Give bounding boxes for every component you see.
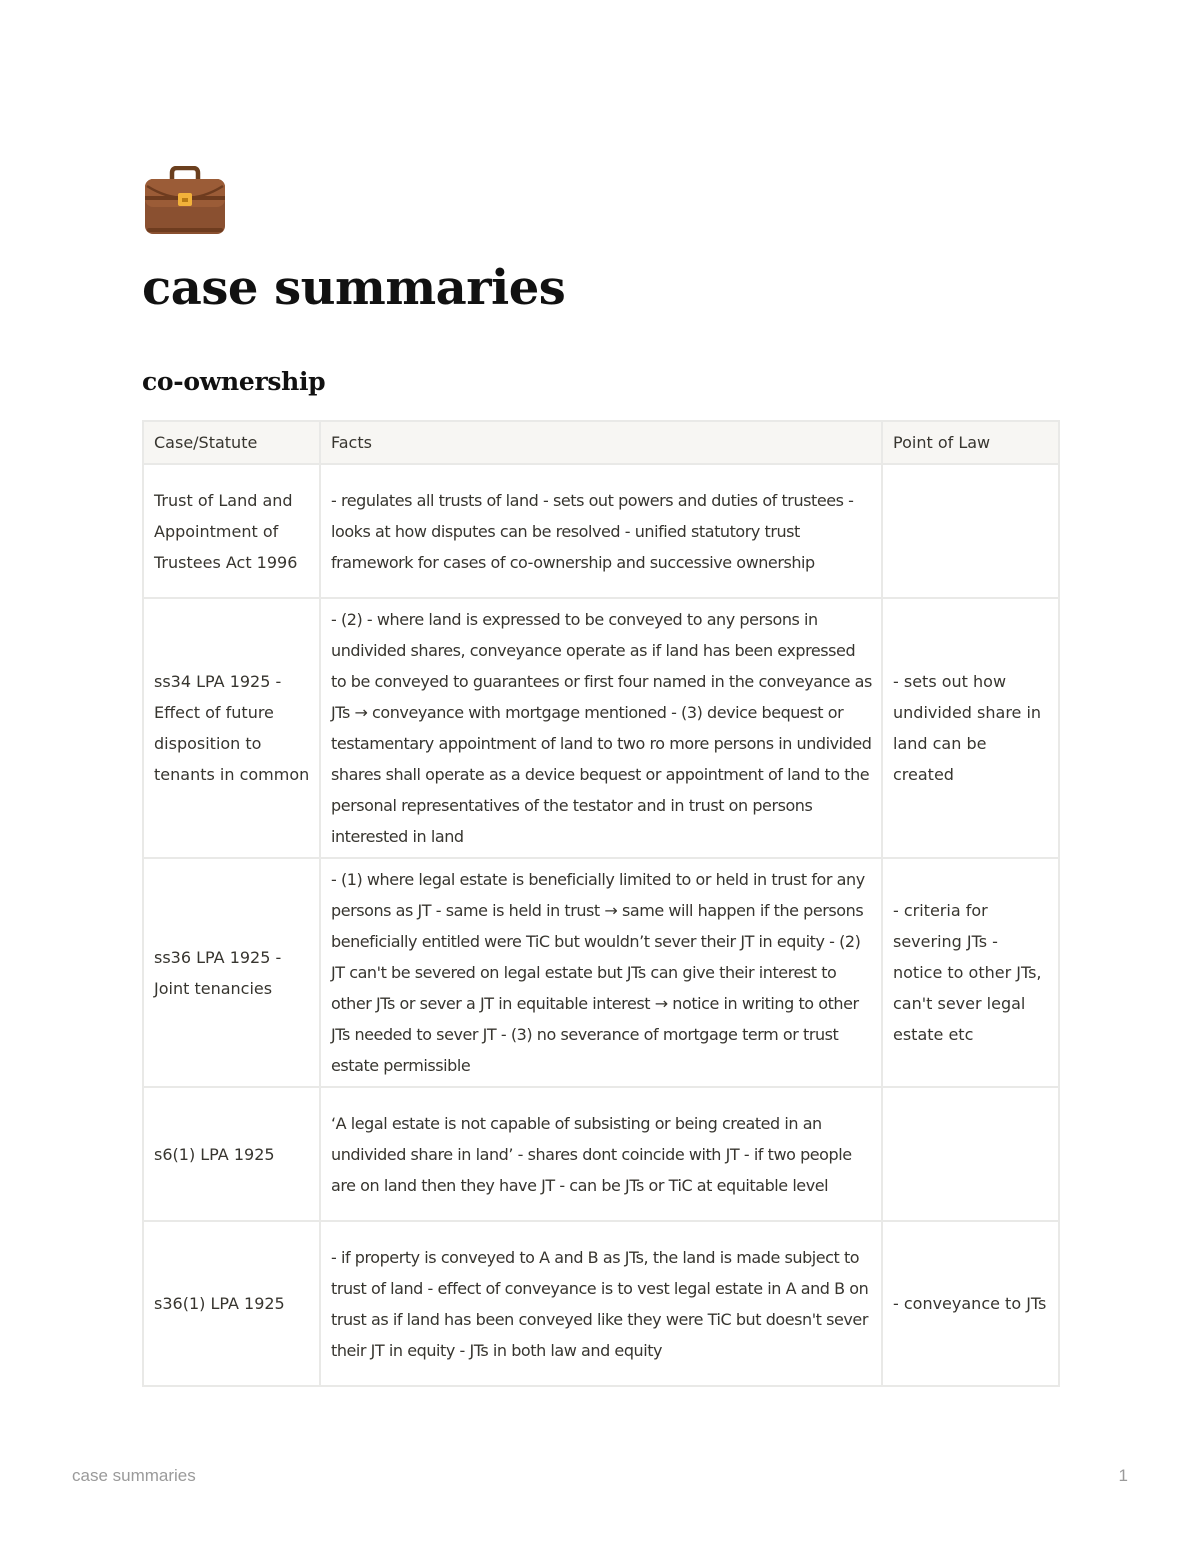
table-row [143, 1087, 1059, 1221]
case-cell: ss34 LPA 1925 - Effect of future disposition to tenants in common [143, 598, 320, 858]
point-of-law-cell [882, 1087, 1059, 1221]
point-of-law-cell: - sets out how undivided share in land can be created [882, 598, 1059, 858]
facts-cell: - (2) - where land is expressed to be conveyed to any persons in undivided shares, conveyance operate as if land has been expressed to be conveyed to guarantees or first four named in the conveyance as JTs → conveyance with mortgage mentioned - (3) device bequest or testamentary appointment of land to two ro more persons in undivided shares shall operate as a device bequest or appointment of land to the personal representatives of the testator and in trust on persons interested in land [320, 598, 882, 858]
case-cell: s6(1) LPA 1925 [143, 1087, 320, 1221]
page-icon [143, 166, 227, 236]
table-row [143, 858, 1059, 1087]
page-number: 1 [1118, 1466, 1128, 1485]
column-header-point-of-law: Point of Law [882, 421, 1059, 464]
case-cell: ss36 LPA 1925 - Joint tenancies [143, 858, 320, 1087]
column-header-facts: Facts [320, 421, 882, 464]
facts-cell: - (1) where legal estate is beneficially limited to or held in trust for any persons as JT - same is held in trust → same will happen if the persons beneficially entitled were TiC but wouldn’t sever their JT in equity - (2) JT can't be severed on legal estate but JTs can give their interest to other JTs or sever a JT in equitable interest → notice in writing to other JTs needed to sever JT - (3) no severance of mortgage term or trust estate permissible [320, 858, 882, 1087]
table-row [143, 1221, 1059, 1386]
briefcase-icon [143, 166, 227, 236]
facts-cell: ‘A legal estate is not capable of subsisting or being created in an undivided share in land’ - shares dont coincide with JT - if two people are on land then they have JT - can be JTs or TiC at equitable level [320, 1087, 882, 1221]
facts-cell: - if property is conveyed to A and B as JTs, the land is made subject to trust of land - effect of conveyance is to vest legal estate in A and B on trust as if land has been conveyed like they were TiC but doesn't sever their JT in equity - JTs in both law and equity [320, 1221, 882, 1386]
column-header-case: Case/Statute [143, 421, 320, 464]
table-row [143, 598, 1059, 858]
table-row [143, 464, 1059, 598]
case-cell: s36(1) LPA 1925 [143, 1221, 320, 1386]
case-table [142, 420, 1060, 1387]
page-title: case summaries [142, 260, 566, 316]
point-of-law-cell: - criteria for severing JTs - notice to other JTs, can't sever legal estate etc [882, 858, 1059, 1087]
section-heading: co-ownership [142, 367, 326, 396]
facts-cell: - regulates all trusts of land - sets out powers and duties of trustees - looks at how disputes can be resolved - unified statutory trust framework for cases of co-ownership and successive ownership [320, 464, 882, 598]
case-cell: Trust of Land and Appointment of Trustees Act 1996 [143, 464, 320, 598]
point-of-law-cell [882, 464, 1059, 598]
table-header-row [143, 421, 1059, 464]
footer-title: case summaries [72, 1466, 196, 1485]
point-of-law-cell: - conveyance to JTs [882, 1221, 1059, 1386]
